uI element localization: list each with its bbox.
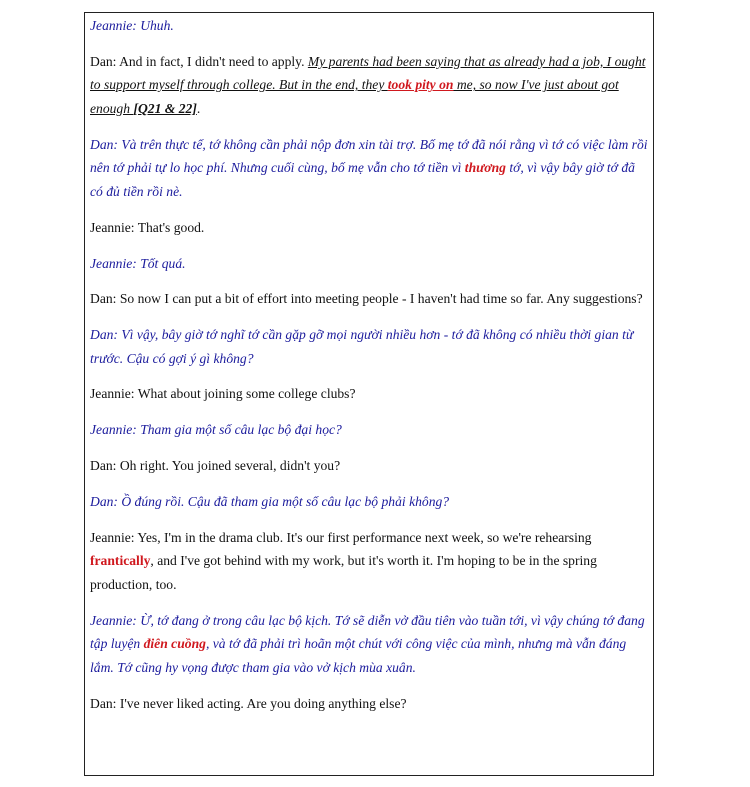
line-jeannie-clubs-vi: Jeannie: Tham gia một số câu lạc bộ đại học? bbox=[90, 422, 342, 438]
text-segment: Dan: Và trên thực tế, tớ không cần phải nộp đơn xin tài trợ. Bố mẹ tớ đã nói rằng vì tớ có việc làm rồi nên tớ phải tự lo học phí. Nhưng cuối cùng, bố mẹ vẫn cho tớ tiền vì bbox=[90, 136, 648, 176]
line-dan-apply bbox=[90, 50, 650, 121]
transcript bbox=[90, 14, 650, 727]
text-segment: , và tớ đã phải trì hoãn một chút với công việc của mình, nhưng mà vẫn đáng lắm. Tớ cũng hy vọng được tham gia vào vở kịch mùa xuân. bbox=[90, 636, 627, 675]
question-ref: [Q21 & 22] bbox=[133, 100, 197, 116]
line-jeannie-uhuh: Jeannie: Uhuh. bbox=[90, 18, 174, 33]
line-jeannie-drama bbox=[90, 526, 650, 597]
text-segment: tớ, vì vậy bây giờ tớ đã có đủ tiền rồi nè. bbox=[90, 160, 635, 199]
line-dan-several: Dan: Oh right. You joined several, didn't you? bbox=[90, 458, 341, 473]
line-dan-several-vi: Dan: Ồ đúng rồi. Cậu đã tham gia một số câu lạc bộ phải không? bbox=[90, 493, 450, 509]
line-jeannie-good: Jeannie: That's good. bbox=[90, 219, 205, 235]
text-segment: Dan: And in fact, I didn't need to apply. bbox=[90, 53, 308, 69]
highlight-word: frantically bbox=[90, 553, 151, 569]
answer-underlined-text-2: me, so now I've just about got enough bbox=[90, 77, 619, 116]
line-dan-meeting: Dan: So now I can put a bit of effort into meeting people - I haven't had time so far. Any suggestions? bbox=[90, 291, 643, 307]
highlight-phrase: took pity on bbox=[387, 77, 454, 93]
line-jeannie-good-vi: Jeannie: Tốt quá. bbox=[90, 255, 186, 271]
text-segment: Jeannie: Ừ, tớ đang ở trong câu lạc bộ kịch. Tớ sẽ diễn vở đầu tiên vào tuần tới, vì vậy chúng tớ đang tập luyện bbox=[90, 612, 645, 652]
highlight-phrase-vi: thương bbox=[464, 160, 506, 176]
line-dan-apply-vi bbox=[90, 133, 650, 204]
line-jeannie-clubs: Jeannie: What about joining some college clubs? bbox=[90, 386, 356, 402]
text-segment: , and I've got behind with my work, but it's worth it. I'm hoping to be in the spring production, too. bbox=[90, 553, 597, 592]
line-dan-meeting-vi: Dan: Vì vậy, bây giờ tớ nghĩ tớ cần gặp gỡ mọi người nhiều hơn - tớ đã không có nhiều thời gian từ trước. Cậu có gợi ý gì không? bbox=[90, 327, 634, 366]
text-segment: Jeannie: Yes, I'm in the drama club. It's our first performance next week, so we're rehearsing bbox=[90, 529, 592, 545]
highlight-word-vi: điên cuồng bbox=[143, 636, 206, 652]
line-jeannie-drama-vi bbox=[90, 609, 650, 680]
line-dan-acting: Dan: I've never liked acting. Are you doing anything else? bbox=[90, 695, 407, 711]
text-period: . bbox=[196, 100, 201, 116]
answer-underlined-text: My parents had been saying that as already had a job, I ought to support myself through college. But in the end, they bbox=[90, 53, 646, 93]
